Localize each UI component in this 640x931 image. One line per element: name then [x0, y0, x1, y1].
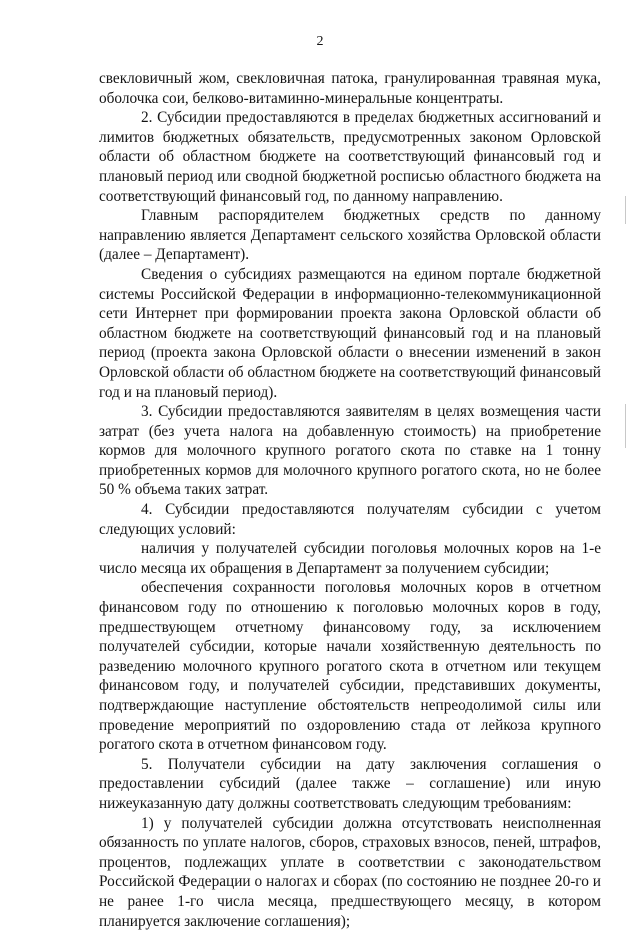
paragraph-item-5: 5. Получатели субсидии на дату заключения соглашения о предоставлении субсидий (далее также – соглашение) или иную нижеуказанную дату должны соответствовать следующим требованиям:	[99, 755, 601, 812]
scan-margin-line-upper	[625, 196, 626, 224]
paragraph-item-3: 3. Субсидии предоставляются заявителям в целях возмещения части затрат (без учета налога на добавленную стоимость) на приобретение кормов для молочного крупного рогатого скота по ставке на 1 тонну приобретенных кормов для молочного крупного рогатого скота, но не более 50 % объема таких затрат.	[99, 403, 601, 499]
paragraph-portal-info: Сведения о субсидиях размещаются на едином портале бюджетной системы Российской Федерации в информационно-телекоммуникационной сети Интернет при формировании проекта закона Орловской области об областном бюджете на соответствующий финансовый год и на плановый период (проекта закона Орловской области о внесении изменений в закон Орловской области об областном бюджете на соответствующий финансовый год и на плановый период).	[99, 265, 601, 401]
paragraph-requirement-1: 1) у получателей субсидии должна отсутствовать неисполненная обязанность по уплате налогов, сборов, страховых взносов, пеней, штрафов, процентов, подлежащих уплате в соответствии с законодательством Российской Федерации о налогах и сборах (по состоянию не позднее 20-го и не ранее 1-го числа месяца, предшествующего месяцу, в котором планируется заключение соглашения);	[99, 814, 601, 930]
paragraph-condition-preservation: обеспечения сохранности поголовья молочных коров в отчетном финансовом году по отношению к поголовью молочных коров в году, предшествующем отчетному финансовому году, за исключением получателей субсидии, которые начали хозяйственную деятельность по разведению молочного крупного рогатого скота в отчетном или текущем финансовом году, и получателей субсидии, представивших документы, подтверждающие наступление обстоятельств непреодолимой силы или проведение мероприятий по оздоровлению стада от лейкоза крупного рогатого скота в отчетном финансовом году.	[99, 579, 601, 754]
scan-margin-line-lower	[625, 404, 626, 448]
paragraph-condition-livestock: наличия у получателей субсидии поголовья молочных коров на 1-е число месяца их обращения в Департамент за получением субсидии;	[99, 540, 601, 577]
paragraph-continuation: свекловичный жом, свекловичная патока, гранулированная травяная мука, оболочка сои, белково-витаминно-минеральные концентраты.	[99, 70, 601, 107]
page-number: 2	[316, 34, 324, 49]
document-body	[99, 69, 601, 931]
paragraph-main-administrator: Главным распорядителем бюджетных средств по данному направлению является Департамент сельского хозяйства Орловской области (далее – Департамент).	[99, 207, 601, 264]
paragraph-item-2: 2. Субсидии предоставляются в пределах бюджетных ассигнований и лимитов бюджетных обязательств, предусмотренных законом Орловской области об областном бюджете на соответствующий финансовый год и плановый период или сводной бюджетной росписью областного бюджета на соответствующий финансовый год, по данному направлению.	[99, 109, 601, 205]
paragraph-item-4: 4. Субсидии предоставляются получателям субсидии с учетом следующих условий:	[99, 501, 601, 538]
